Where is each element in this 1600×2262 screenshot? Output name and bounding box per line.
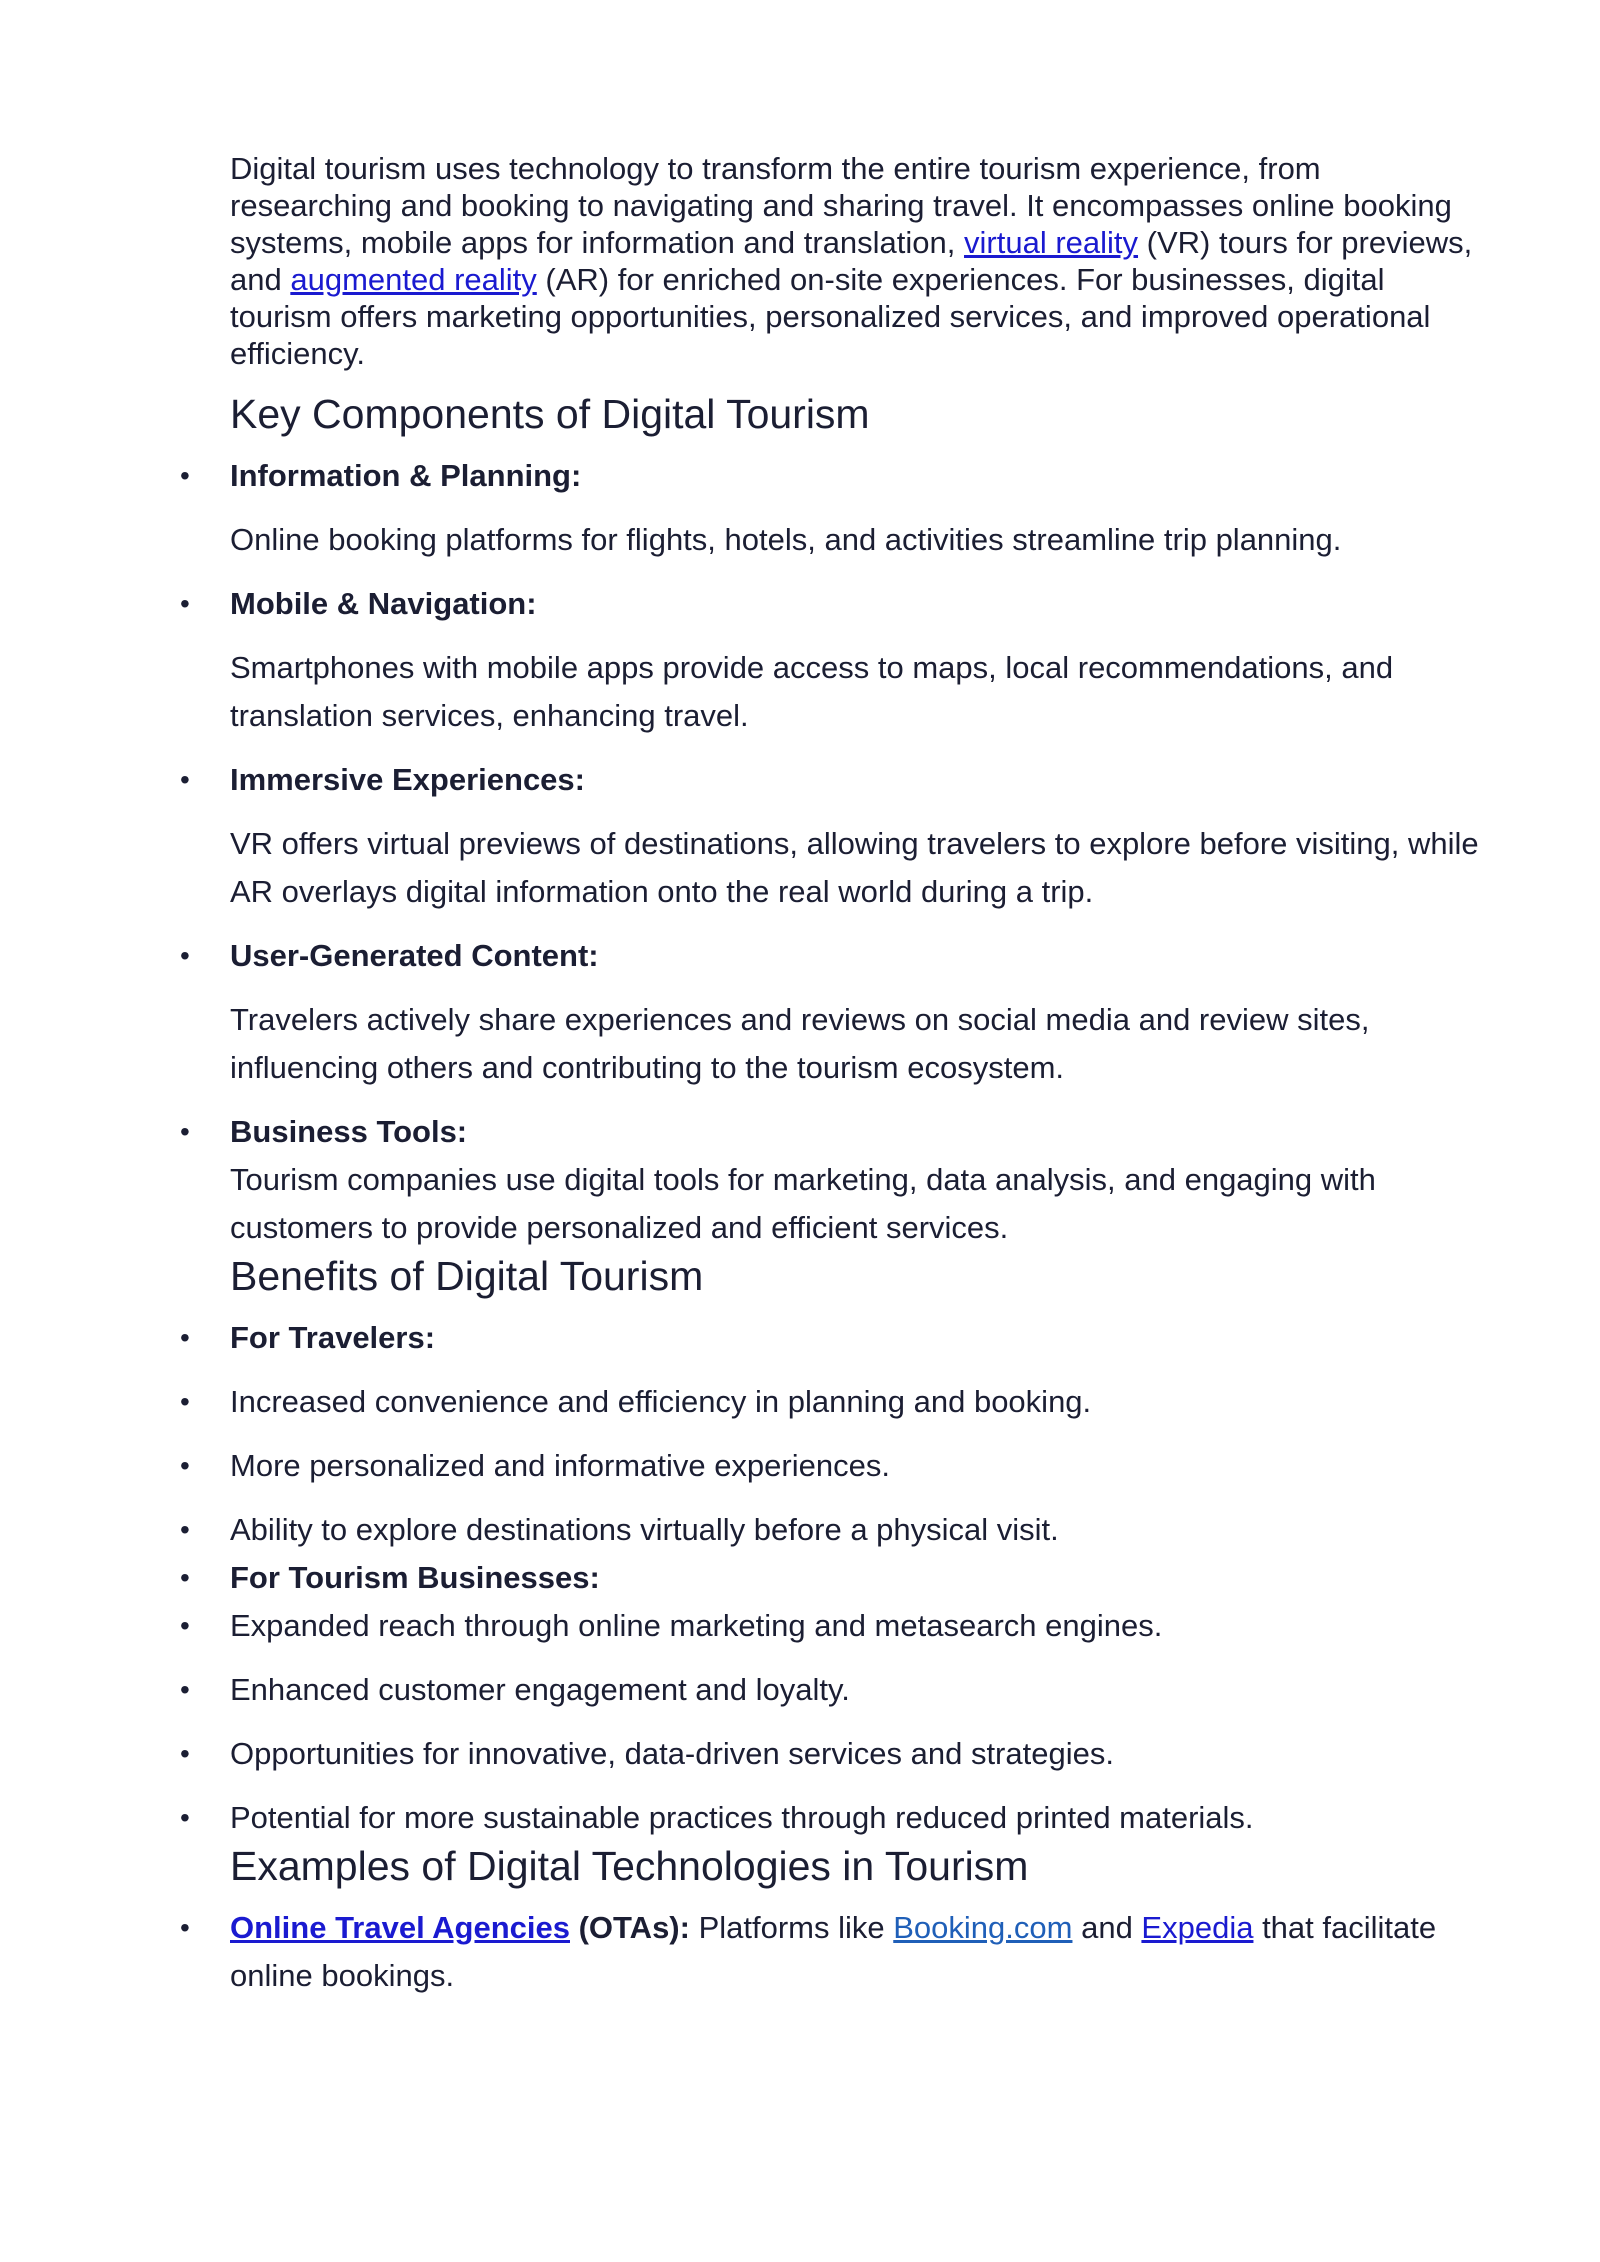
list-item: • Potential for more sustainable practices through reduced printed materials. — [230, 1794, 1490, 1842]
benefits-list — [230, 1314, 1490, 1842]
heading-key-components: Key Components of Digital Tourism — [230, 391, 870, 437]
item-description: Travelers actively share experiences and reviews on social media and review sites, influencing others and contributing to the tourism ecosystem. — [230, 1002, 1370, 1085]
list-item: • Expanded reach through online marketing and metasearch engines. — [230, 1602, 1490, 1650]
components-list — [230, 452, 1490, 1252]
item-title: User-Generated Content: — [230, 938, 599, 973]
item-title: Business Tools: — [230, 1114, 468, 1149]
list-item: • Ability to explore destinations virtually before a physical visit. — [230, 1506, 1490, 1554]
item-title: Mobile & Navigation: — [230, 586, 537, 621]
item-description: Smartphones with mobile apps provide access to maps, local recommendations, and translation services, enhancing travel. — [230, 650, 1394, 733]
item-description: Tourism companies use digital tools for marketing, data analysis, and engaging with customers to provide personalized and efficient services. — [230, 1162, 1376, 1245]
list-item — [230, 452, 1490, 500]
list-item: • Increased convenience and efficiency in planning and booking. — [230, 1378, 1490, 1426]
list-item: • More personalized and informative experiences. — [230, 1442, 1490, 1490]
link-virtual-reality[interactable]: virtual reality — [964, 225, 1139, 260]
intro-text-1: Digital tourism uses technology to transform the entire tourism experience, from researching and booking to navigating and sharing travel. It encompasses online booking systems, mobile apps for information and translation, — [230, 151, 1452, 260]
link-booking-com[interactable]: Booking.com — [893, 1910, 1073, 1945]
item-title: (OTAs): — [570, 1910, 690, 1945]
list-item — [230, 932, 1490, 980]
list-item — [230, 580, 1490, 628]
list-item — [230, 756, 1490, 804]
intro-text-2: (VR) tours for previews, and — [230, 225, 1473, 297]
item-description: VR offers virtual previews of destinations, allowing travelers to explore before visiting, while AR overlays digital information onto the real world during a trip. — [230, 826, 1479, 909]
heading-examples: Examples of Digital Technologies in Tourism — [230, 1843, 1029, 1889]
intro-text-3: (AR) for enriched on-site experiences. For businesses, digital tourism offers marketing opportunities, personalized services, and improved operational efficiency. — [230, 262, 1431, 371]
link-expedia[interactable]: Expedia — [1141, 1910, 1254, 1945]
list-item — [230, 1904, 1490, 2000]
list-item — [230, 1108, 1490, 1156]
examples-list — [230, 1904, 1490, 2000]
link-online-travel-agencies[interactable]: Online Travel Agencies — [230, 1910, 570, 1945]
list-item — [230, 1554, 1490, 1602]
document-content — [230, 150, 1490, 2000]
list-item: • Enhanced customer engagement and loyalty. — [230, 1666, 1490, 1714]
item-text: Platforms like — [689, 1910, 894, 1945]
item-title: Information & Planning: — [230, 458, 582, 493]
item-text: and — [1072, 1910, 1142, 1945]
intro-paragraph — [230, 150, 1490, 372]
heading-benefits: Benefits of Digital Tourism — [230, 1253, 704, 1299]
item-title: Immersive Experiences: — [230, 762, 585, 797]
item-description: Online booking platforms for flights, hotels, and activities streamline trip planning. — [230, 522, 1342, 557]
item-text: that facilitate online bookings. — [230, 1910, 1437, 1993]
list-item — [230, 1314, 1490, 1362]
list-item: • Opportunities for innovative, data-driven services and strategies. — [230, 1730, 1490, 1778]
link-augmented-reality[interactable]: augmented reality — [290, 262, 537, 297]
item-title: For Tourism Businesses: — [230, 1560, 600, 1595]
item-title: For Travelers: — [230, 1320, 436, 1355]
